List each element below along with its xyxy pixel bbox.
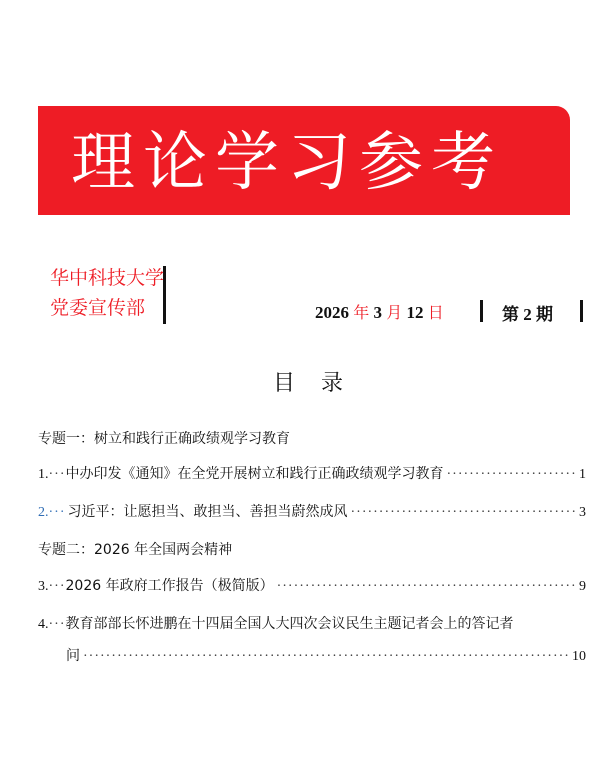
entry-number: 4. bbox=[38, 617, 49, 632]
leader-dots bbox=[351, 502, 577, 524]
entry-number: 3. bbox=[38, 579, 49, 594]
entry-title: 2026 年政府工作报告（极简版） bbox=[65, 578, 274, 594]
date-month-unit: 月 bbox=[386, 303, 403, 322]
date-year: 2026 bbox=[315, 303, 349, 322]
toc-entry-1[interactable]: 1. ··· 中办印发《通知》在全党开展树立和践行正确政绩观学习教育 ····· 1 bbox=[38, 463, 586, 486]
entry-page: 9 bbox=[579, 579, 586, 594]
entry-title: 中办印发《通知》在全党开展树立和践行正确政绩观学习教育 bbox=[65, 466, 444, 482]
issue-number: 第 2 期 bbox=[502, 305, 553, 324]
toc-section-2: 专题二：2026 年全国两会精神 bbox=[38, 542, 233, 558]
toc-entry-4-cont[interactable] bbox=[66, 645, 586, 668]
divider bbox=[480, 300, 483, 322]
dateline bbox=[310, 298, 584, 324]
toc-heading: 目录 bbox=[272, 371, 369, 396]
date-day: 12 bbox=[406, 303, 424, 322]
toc-entry-3[interactable]: 3. ··· 2026 年政府工作报告（极简版） ····· 9 bbox=[38, 575, 586, 598]
divider bbox=[580, 300, 583, 322]
date-month: 3 bbox=[373, 303, 383, 322]
entry-page: 10 bbox=[572, 649, 586, 664]
toc-section-1: 专题一：树立和践行正确政绩观学习教育 bbox=[38, 431, 290, 447]
publication-title: 理论学习参考 bbox=[71, 126, 503, 200]
entry-title: 教育部部长怀进鹏在十四届全国人大四次会议民生主题记者会上的答记者 bbox=[65, 616, 514, 632]
entry-title-continued: 问 bbox=[66, 648, 80, 664]
entry-title: 习近平：让愿担当、敢担当、善担当蔚然成风 bbox=[67, 504, 348, 520]
toc-entry-2[interactable]: 2. ··· 习近平：让愿担当、敢担当、善担当蔚然成风 ····· 3 bbox=[38, 501, 586, 524]
date-day-unit: 日 bbox=[427, 303, 444, 322]
toc-entry-4[interactable]: 4. ··· 教育部部长怀进鹏在十四届全国人大四次会议民生主题记者会上的答记者 bbox=[38, 613, 586, 636]
org-department: 党委宣传部 bbox=[50, 297, 146, 319]
date-year-unit: 年 bbox=[353, 303, 370, 322]
entry-page: 3 bbox=[579, 505, 586, 520]
entry-page: 1 bbox=[579, 467, 586, 482]
entry-number: 2. bbox=[38, 505, 49, 520]
leader-dots bbox=[447, 464, 577, 486]
org-university: 华中科技大学 bbox=[50, 267, 165, 289]
org-block bbox=[38, 266, 166, 324]
issue-date bbox=[315, 300, 444, 323]
leader-dots bbox=[83, 646, 569, 668]
entry-number: 1. bbox=[38, 467, 49, 482]
leader-dots bbox=[277, 576, 576, 598]
